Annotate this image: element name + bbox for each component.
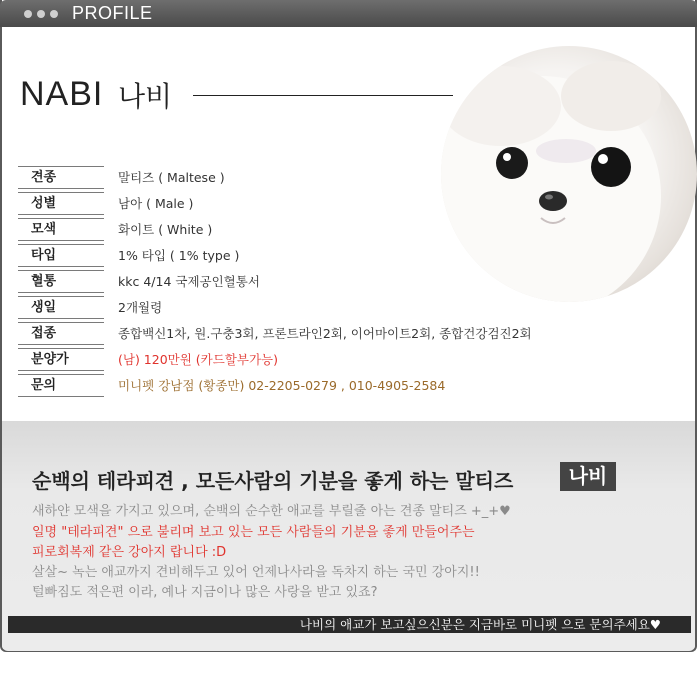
- row-label: 접종: [18, 322, 104, 345]
- header-bar: [0, 0, 697, 27]
- row-value: 종합백신1차, 원.구충3회, 프론트라인2회, 이어마이트2회, 종합건강검진2회: [118, 326, 532, 341]
- row-label: 혈통: [18, 270, 104, 293]
- row-value: kkc 4/14 국제공인혈통서: [118, 274, 260, 289]
- row-value: 2개월령: [118, 300, 163, 315]
- price-value: (남) 120만원 (카드할부가능): [118, 352, 278, 367]
- name-korean: 나비: [118, 80, 173, 113]
- promo-line: 살살~ 녹는 애교까지 견비해두고 있어 언제나사라을 독차지 하는 국민 강아지!!: [32, 565, 480, 580]
- table-row: [18, 244, 578, 270]
- promo-line: 털빠짐도 적은편 이라, 예나 지금이나 많은 사랑을 받고 있죠?: [32, 585, 378, 600]
- header-title: PROFILE: [72, 3, 153, 23]
- row-value: 1% 타입 ( 1% type ): [118, 248, 240, 263]
- contact-value: 미니펫 강남점 (황종만) 02-2205-0279 , 010-4905-2584: [118, 378, 446, 393]
- footer-bar: [8, 616, 691, 633]
- row-label: 생일: [18, 296, 104, 319]
- table-row: [18, 192, 578, 218]
- name-divider: [193, 95, 453, 96]
- table-row: [18, 270, 578, 296]
- promo-name-badge: 나비: [560, 462, 616, 491]
- name-english: NABI: [20, 75, 104, 113]
- row-label: 모색: [18, 218, 104, 241]
- row-value: 남아 ( Male ): [118, 196, 194, 211]
- promo-line: 일명 "테라피견" 으로 불리며 보고 있는 모든 사람들의 기분을 좋게 만들어주는: [32, 525, 475, 540]
- row-value: 말티즈 ( Maltese ): [118, 170, 225, 185]
- footer-text: 나비의 애교가 보고싶으신분은 지금바로 미니펫 으로 문의주세요♥: [299, 617, 661, 632]
- promo-line: 새하얀 모색을 가지고 있으며, 순백의 순수한 애교를 부릴줄 아는 견종 말티즈 +_+♥: [32, 504, 511, 519]
- promo-line: 피로회복제 같은 강아지 랍니다 :D: [32, 545, 227, 560]
- dots-icon: [24, 10, 58, 18]
- row-label: 문의: [18, 374, 104, 397]
- table-row: [18, 218, 578, 244]
- promo-headline: 순백의 테라피견 , 모든사람의 기분을 좋게 하는 말티즈: [32, 469, 514, 493]
- table-row: [18, 322, 578, 348]
- table-row: [18, 166, 578, 192]
- table-row: [18, 348, 578, 374]
- row-label: 분양가: [18, 348, 104, 371]
- row-label: 타입: [18, 244, 104, 267]
- table-row: [18, 296, 578, 322]
- table-row: [18, 374, 578, 400]
- row-value: 화이트 ( White ): [118, 222, 213, 237]
- row-label: 견종: [18, 166, 104, 189]
- row-label: 성별: [18, 192, 104, 215]
